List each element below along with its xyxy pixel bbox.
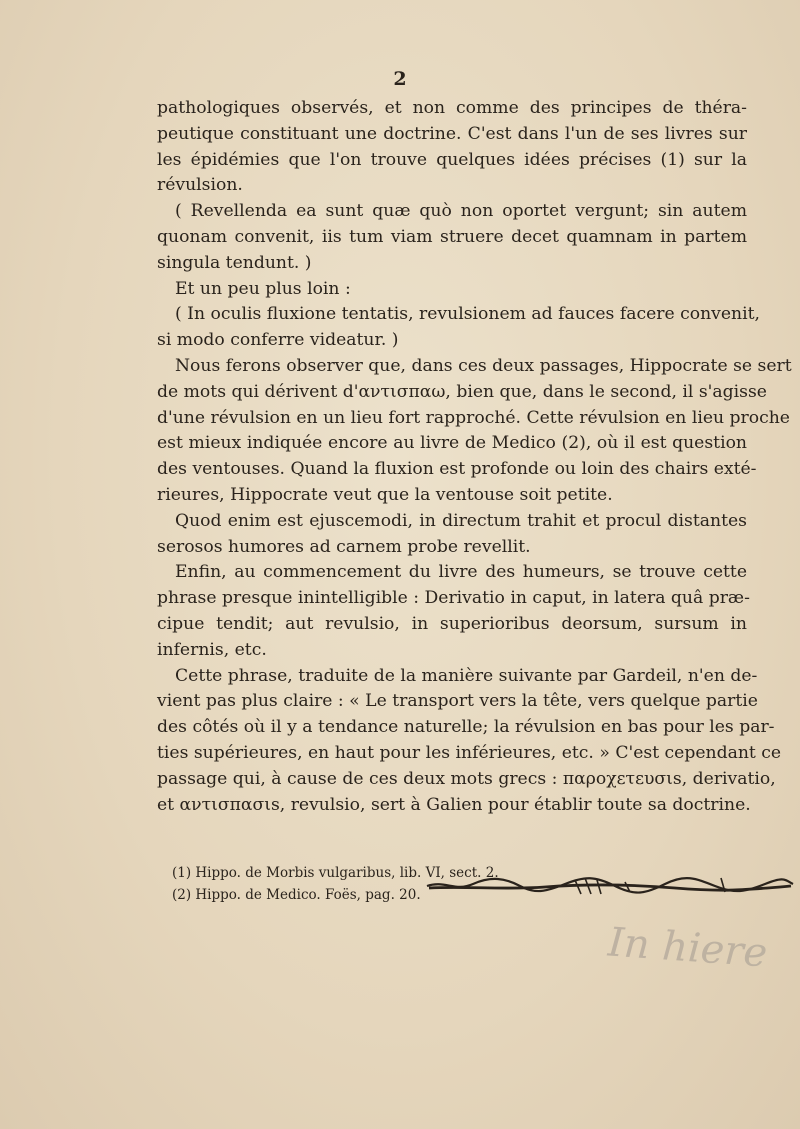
body-text (157, 96, 792, 818)
text-line: Cette phrase, traduite de la manière suivante par Gardeil, n'en de- (175, 665, 758, 686)
text-line: singula tendunt. ) (157, 252, 312, 273)
text-line: des côtés où il y a tendance naturelle; la révulsion en bas pour les par- (157, 717, 775, 738)
text-line: infernis, etc. (157, 639, 267, 660)
text-line: est mieux indiquée encore au livre de Medico (2), où il est question (157, 433, 747, 454)
text-line: ( In oculis fluxione tentatis, revulsionem ad fauces facere convenit, (175, 304, 760, 325)
footnote-2: (2) Hippo. de Medico. Foës, pag. 20. (172, 887, 421, 903)
text-line: et αντισπασιs, revulsio, sert à Galien pour établir toute sa doctrine. (157, 794, 751, 815)
text-line: révulsion. (157, 175, 243, 196)
text-line: de mots qui dérivent d'αντισπαω, bien que, dans le second, il s'agisse (157, 381, 767, 402)
crossed-out-handwriting (425, 872, 795, 906)
page-number: 2 (393, 68, 407, 90)
text-line: des ventouses. Quand la fluxion est profonde ou loin des chairs exté- (157, 459, 757, 480)
text-line: ( Revellenda ea sunt quæ quò non oportet vergunt; sin autem (175, 201, 747, 222)
text-line: quonam convenit, iis tum viam struere decet quamnam in partem (157, 226, 747, 247)
text-line: les épidémies que l'on trouve quelques idées précises (1) sur la (157, 149, 747, 170)
footnote-1: (1) Hippo. de Morbis vulgaribus, lib. VI, sect. 2. (172, 865, 499, 881)
text-line: pathologiques observés, et non comme des principes de théra- (157, 98, 747, 118)
text-line: serosos humores ad carnem probe revellit. (157, 536, 531, 557)
text-line: peutique constituant une doctrine. C'est dans l'un de ses livres sur (157, 123, 747, 144)
text-line: Quod enim est ejuscemodi, in directum trahit et procul distantes (175, 510, 747, 531)
text-line: d'une révulsion en un lieu fort rapproché. Cette révulsion en lieu proche (157, 407, 790, 428)
text-line: si modo conferre videatur. ) (157, 330, 399, 351)
pencil-annotation: In hiere (606, 919, 769, 977)
text-line: rieures, Hippocrate veut que la ventouse soit petite. (157, 484, 613, 505)
text-line: vient pas plus claire : « Le transport vers la tête, vers quelque partie (157, 691, 758, 712)
text-line: ties supérieures, en haut pour les inférieures, etc. » C'est cependant ce (157, 742, 782, 763)
text-line: passage qui, à cause de ces deux mots grecs : παροχετευσιs, derivatio, (157, 768, 776, 789)
text-line: cipue tendit; aut revulsio, in superioribus deorsum, sursum in (157, 613, 747, 634)
text-line: Nous ferons observer que, dans ces deux passages, Hippocrate se sert (175, 355, 792, 376)
text-line: Et un peu plus loin : (175, 278, 351, 299)
text-line: phrase presque inintelligible : Derivatio in caput, in latera quâ præ- (157, 588, 750, 609)
text-line: Enfin, au commencement du livre des humeurs, se trouve cette (175, 562, 747, 583)
